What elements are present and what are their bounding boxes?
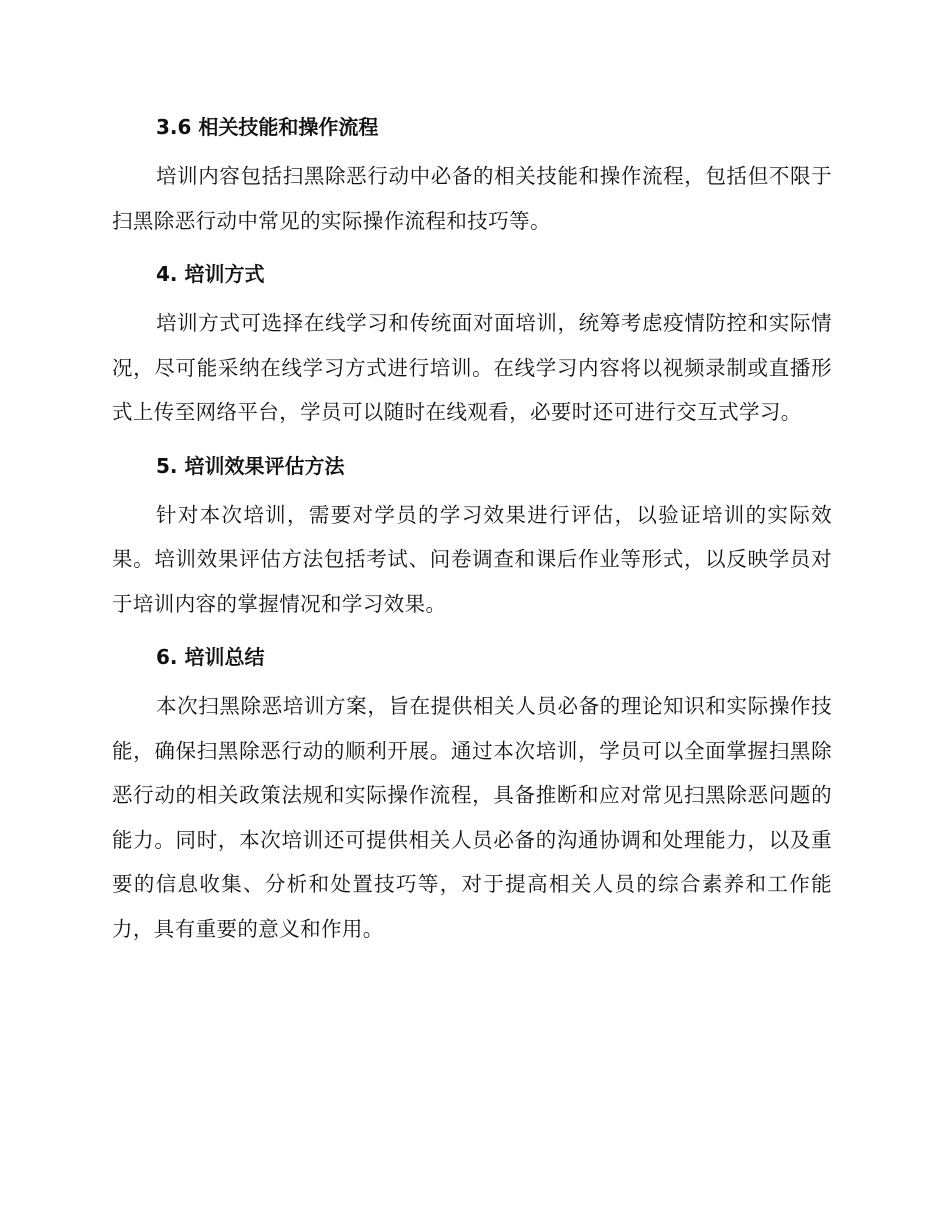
section-paragraph-5: 针对本次培训，需要对学员的学习效果进行评估，以验证培训的实际效果。培训效果评估方法包括考试、问卷调查和课后作业等形式，以反映学员对于培训内容的掌握情况和学习效果。 — [112, 502, 832, 616]
section-heading-5: 5. 培训效果评估方法 — [156, 453, 345, 478]
document-page — [112, 108, 832, 951]
section-heading-3-6: 3.6 相关技能和操作流程 — [156, 115, 379, 139]
section-paragraph-6: 本次扫黑除恶培训方案，旨在提供相关人员必备的理论知识和实际操作技能，确保扫黑除恶行动的顺利开展。通过本次培训，学员可以全面掌握扫黑除恶行动的相关政策法规和实际操作流程，具备推断和应对常见扫黑除恶问题的能力。同时，本次培训还可提供相关人员必备的沟通协调和处理能力，以及重要的信息收集、分析和处置技巧等，对于提高相关人员的综合素养和工作能力，具有重要的意义和作用。 — [112, 694, 832, 941]
section-paragraph-3-6: 培训内容包括扫黑除恶行动中必备的相关技能和操作流程，包括但不限于扫黑除恶行动中常见的实际操作流程和技巧等。 — [112, 164, 832, 233]
section-heading-6: 6. 培训总结 — [156, 645, 265, 669]
section-heading-4: 4. 培训方式 — [156, 262, 265, 286]
section-paragraph-4: 培训方式可选择在线学习和传统面对面培训，统筹考虑疫情防控和实际情况，尽可能采纳在线学习方式进行培训。在线学习内容将以视频录制或直播形式上传至网络平台，学员可以随时在线观看，必要时还可进行交互式学习。 — [112, 311, 832, 424]
